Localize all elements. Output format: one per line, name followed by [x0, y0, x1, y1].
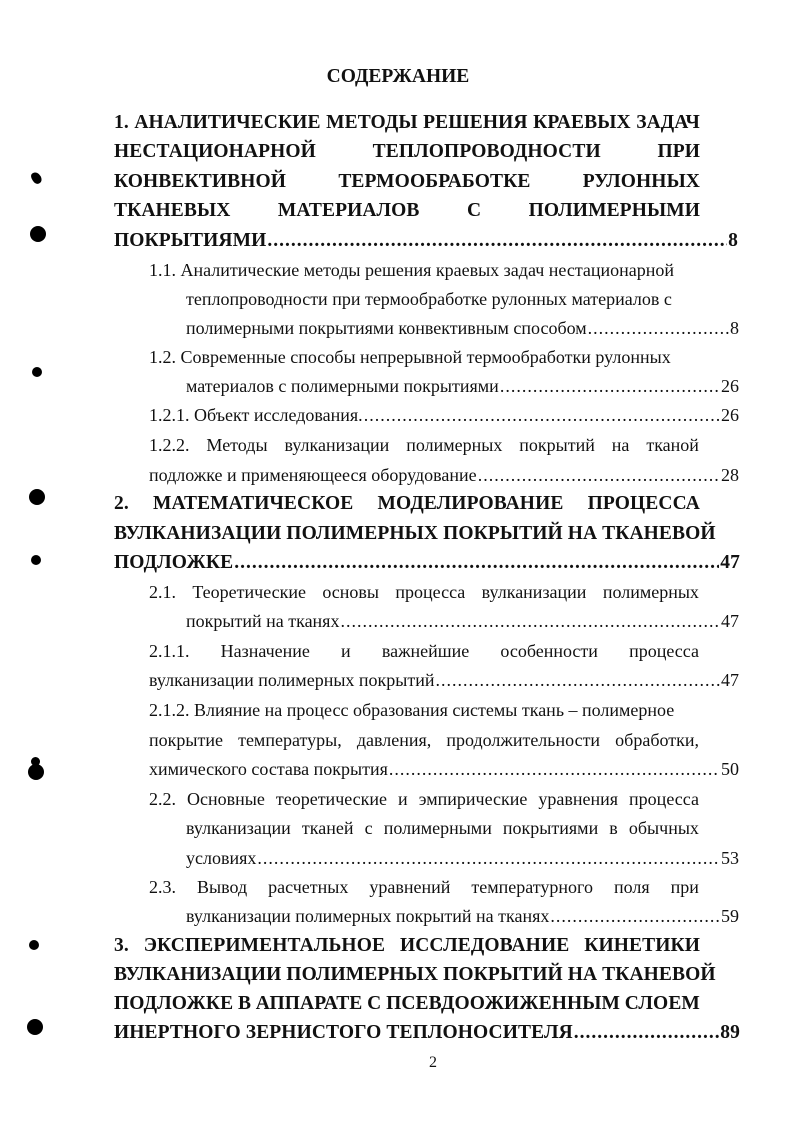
toc-2-3-line-1: 2.3. Вывод расчетных уравнений температурного поля при — [149, 877, 699, 897]
page-ref: 26 — [721, 376, 739, 396]
page-ref: 8 — [730, 318, 739, 338]
leader-dots — [478, 461, 720, 490]
page-ref: 28 — [721, 465, 739, 485]
leader-dots — [340, 607, 720, 636]
page-ref: 8 — [728, 230, 738, 251]
punch-hole — [29, 940, 39, 950]
toc-1-2-2-line-1: 1.2.2. Методы вулканизации полимерных покрытий на тканой — [149, 435, 699, 455]
toc-1-1-line-1: 1.1. Аналитические методы решения краевых задач нестационарной — [149, 260, 675, 280]
toc-2-2-line-1: 2.2. Основные теоретические и эмпирические уравнения процесса — [149, 789, 699, 809]
toc-1-2-line-1: 1.2. Современные способы непрерывной термообработки рулонных — [149, 347, 671, 367]
toc-entry-1-2[interactable]: материалов с полимерными покрытиями ..... 26 — [186, 372, 739, 401]
leader-dots — [364, 401, 720, 430]
punch-hole — [27, 1019, 43, 1035]
toc-ch1-line-2: НЕСТАЦИОНАРНОЙ ТЕПЛОПРОВОДНОСТИ ПРИ — [114, 141, 700, 162]
leader-dots — [574, 1018, 720, 1047]
leader-dots — [257, 844, 720, 873]
toc-ch2-line-1: 2. МАТЕМАТИЧЕСКОЕ МОДЕЛИРОВАНИЕ ПРОЦЕССА — [114, 493, 700, 514]
toc-entry-1-2-2[interactable]: подложке и применяющееся оборудование ..... 28 — [149, 461, 739, 490]
toc-ch3-line-3: ПОДЛОЖКЕ В АППАРАТЕ С ПСЕВДООЖИЖЕННЫМ СЛОЕМ — [114, 993, 700, 1014]
punch-hole — [32, 367, 42, 377]
toc-entry-2-1-1[interactable]: вулканизации полимерных покрытий ..... 47 — [149, 666, 739, 695]
toc-2-1-2-line-1: 2.1.2. Влияние на процесс образования системы ткань – полимерное — [149, 700, 675, 720]
toc-ch3-line-1: 3. ЭКСПЕРИМЕНТАЛЬНОЕ ИССЛЕДОВАНИЕ КИНЕТИКИ — [114, 935, 700, 956]
page-ref: 59 — [721, 906, 739, 926]
toc-2-1-line-1: 2.1. Теоретические основы процесса вулканизации полимерных — [149, 582, 699, 602]
toc-ch1-line-3: КОНВЕКТИВНОЙ ТЕРМООБРАБОТКЕ РУЛОННЫХ — [114, 171, 700, 192]
leader-dots — [436, 666, 720, 695]
punch-hole — [29, 489, 45, 505]
toc-1-1-line-2: теплопроводности при термообработке рулонных материалов с — [186, 289, 672, 309]
page-ref: 89 — [720, 1022, 740, 1043]
toc-ch3-line-2: ВУЛКАНИЗАЦИИ ПОЛИМЕРНЫХ ПОКРЫТИЙ НА ТКАНЕВОЙ — [114, 964, 716, 985]
toc-entry-ch2[interactable]: ПОДЛОЖКЕ ..... 47 — [114, 548, 740, 577]
scan-mark — [30, 171, 44, 186]
page-ref: 47 — [720, 552, 740, 573]
toc-entry-ch3[interactable]: ИНЕРТНОГО ЗЕРНИСТОГО ТЕПЛОНОСИТЕЛЯ ..... 89 — [114, 1018, 740, 1047]
page-title: СОДЕРЖАНИЕ — [326, 66, 470, 87]
toc-entry-2-1[interactable]: покрытий на тканях ..... 47 — [186, 607, 739, 636]
punch-hole — [31, 555, 41, 565]
page-ref: 53 — [721, 848, 739, 868]
toc-2-2-line-2: вулканизации тканей с полимерными покрытиями в обычных — [186, 818, 699, 838]
leader-dots — [500, 372, 720, 401]
toc-entry-2-2[interactable]: условиях ..... 53 — [186, 844, 739, 873]
toc-entry-2-3[interactable]: вулканизации полимерных покрытий на тканях ..... 59 — [186, 902, 739, 931]
toc-2-1-1-line-1: 2.1.1. Назначение и важнейшие особенности процесса — [149, 641, 699, 661]
page-ref: 47 — [721, 611, 739, 631]
leader-dots — [588, 314, 729, 343]
punch-hole — [30, 226, 46, 242]
toc-ch2-line-2: ВУЛКАНИЗАЦИИ ПОЛИМЕРНЫХ ПОКРЫТИЙ НА ТКАНЕВОЙ — [114, 523, 716, 544]
leader-dots — [267, 226, 727, 255]
leader-dots — [234, 548, 719, 577]
punch-hole — [28, 764, 44, 780]
page-ref: 47 — [721, 670, 739, 690]
page-number: 2 — [429, 1054, 437, 1071]
toc-2-1-2-line-2: покрытие температуры, давления, продолжительности обработки, — [149, 730, 699, 750]
toc-ch1-line-4: ТКАНЕВЫХ МАТЕРИАЛОВ С ПОЛИМЕРНЫМИ — [114, 200, 700, 221]
toc-entry-ch1[interactable]: ПОКРЫТИЯМИ ..... 8 — [114, 226, 738, 255]
toc-ch1-line-1: 1. АНАЛИТИЧЕСКИЕ МЕТОДЫ РЕШЕНИЯ КРАЕВЫХ ЗАДАЧ — [114, 112, 700, 133]
toc-entry-1-1[interactable]: полимерными покрытиями конвективным способом ..... 8 — [186, 314, 739, 343]
leader-dots — [389, 755, 720, 784]
toc-entry-1-2-1[interactable]: 1.2.1. Объект исследования. ..... 26 — [149, 401, 739, 430]
leader-dots — [550, 902, 720, 931]
page-ref: 50 — [721, 759, 739, 779]
page-ref: 26 — [721, 405, 739, 425]
toc-entry-2-1-2[interactable]: химического состава покрытия ..... 50 — [149, 755, 739, 784]
